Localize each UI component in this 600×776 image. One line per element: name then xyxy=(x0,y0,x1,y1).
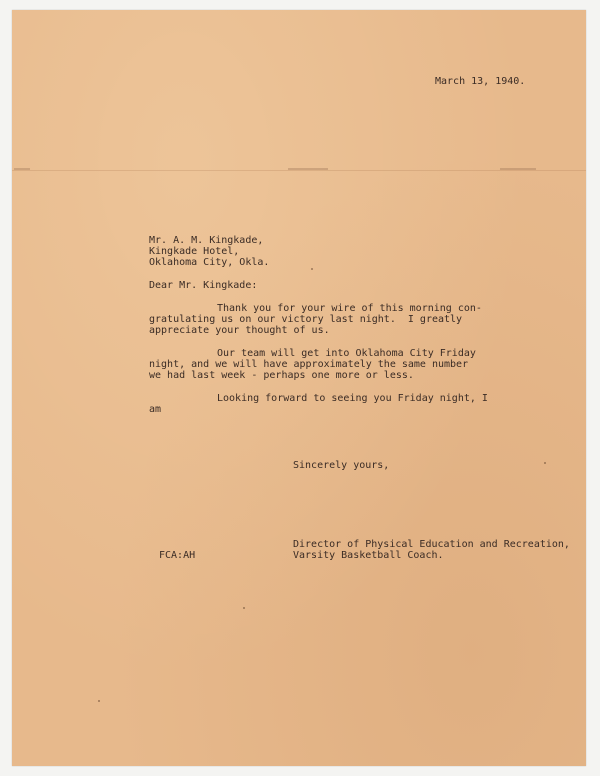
paragraph-2-line-3: we had last week - perhaps one more or less. xyxy=(149,370,414,381)
paper-speck xyxy=(311,268,313,270)
salutation: Dear Mr. Kingkade: xyxy=(149,280,258,291)
letter-page xyxy=(12,10,586,766)
paper-speck xyxy=(243,607,245,609)
signature-title-line-1: Director of Physical Education and Recreation, xyxy=(293,539,570,550)
signature-title-line-2: Varsity Basketball Coach. xyxy=(293,550,444,561)
paragraph-3-line-1: Looking forward to seeing you Friday night, I xyxy=(217,393,488,404)
closing: Sincerely yours, xyxy=(293,460,390,471)
paper-speck xyxy=(544,462,546,464)
paragraph-1-line-3: appreciate your thought of us. xyxy=(149,325,330,336)
letter-date: March 13, 1940. xyxy=(435,76,526,87)
recipient-city: Oklahoma City, Okla. xyxy=(149,257,270,268)
fold-mark-left xyxy=(14,168,30,170)
fold-mark-center xyxy=(288,168,328,170)
paragraph-1-line-1: Thank you for your wire of this morning con- xyxy=(217,303,482,314)
fold-mark-right xyxy=(500,168,536,170)
paper-fold-line xyxy=(12,170,586,171)
paragraph-2-line-1: Our team will get into Oklahoma City Friday xyxy=(217,348,476,359)
recipient-name: Mr. A. M. Kingkade, xyxy=(149,235,264,246)
recipient-hotel: Kingkade Hotel, xyxy=(149,246,240,257)
paragraph-1-line-2: gratulating us on our victory last night. I greatly xyxy=(149,314,463,325)
paragraph-3-line-2: am xyxy=(149,404,162,415)
typist-initials: FCA:AH xyxy=(159,550,196,561)
paper-speck xyxy=(98,700,100,702)
paragraph-2-line-2: night, and we will have approximately the same number xyxy=(149,359,469,370)
